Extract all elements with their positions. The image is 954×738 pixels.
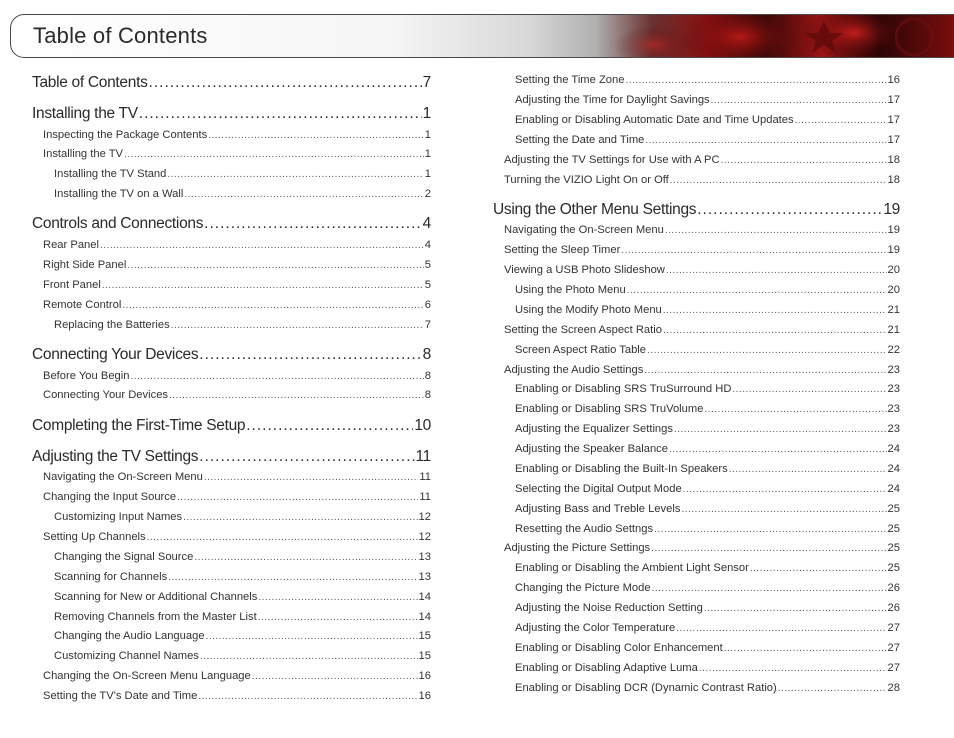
toc-page-number: 23 — [887, 364, 900, 376]
toc-entry-title: Adjusting the TV Settings for Use with A PC — [504, 154, 720, 166]
toc-page-number: 2 — [424, 188, 431, 200]
toc-entry-title: Adjusting Bass and Treble Levels — [515, 503, 681, 515]
toc-page-number: 19 — [887, 244, 900, 256]
dot-leader — [204, 215, 422, 233]
toc-entry-title: Scanning for Channels — [54, 571, 168, 583]
dot-leader — [621, 245, 886, 256]
dot-leader — [147, 532, 418, 543]
decorative-banner-image — [534, 15, 954, 58]
dot-leader — [645, 135, 886, 146]
toc-subsection-entry[interactable] — [493, 463, 900, 479]
toc-page-number: 4 — [424, 239, 431, 251]
dot-leader — [724, 643, 887, 654]
dot-leader — [663, 305, 887, 316]
toc-subsection-entry[interactable] — [493, 244, 900, 260]
toc-entry-title: Scanning for New or Additional Channels — [54, 591, 258, 603]
dot-leader — [177, 492, 418, 503]
toc-page-number: 28 — [887, 682, 900, 694]
toc-entry-title: Navigating the On-Screen Menu — [504, 224, 664, 236]
toc-page-number: 12 — [418, 511, 431, 523]
toc-page-number: 26 — [887, 602, 900, 614]
dot-leader — [204, 472, 419, 483]
toc-subsection-entry[interactable] — [32, 551, 431, 567]
toc-page-number: 23 — [887, 403, 900, 415]
toc-entry-title: Changing the Signal Source — [54, 551, 194, 563]
toc-entry-title: Adjusting the Speaker Balance — [515, 443, 668, 455]
toc-page-number: 18 — [887, 174, 900, 186]
dot-leader — [647, 345, 887, 356]
toc-subsection-entry[interactable] — [493, 642, 900, 658]
dot-leader — [683, 484, 887, 495]
toc-entry-title: Adjusting the Noise Reduction Setting — [515, 602, 703, 614]
dot-leader — [676, 623, 886, 634]
toc-entry-title: Installing the TV Stand — [54, 168, 167, 180]
dot-leader — [127, 260, 423, 271]
toc-page-number: 27 — [887, 622, 900, 634]
toc-page-number: 15 — [418, 650, 431, 662]
toc-page-number: 24 — [887, 483, 900, 495]
toc-entry-title: Right Side Panel — [43, 259, 127, 271]
toc-page-number: 26 — [887, 582, 900, 594]
toc-subsection-entry[interactable] — [493, 114, 900, 130]
dot-leader — [795, 115, 887, 126]
dot-leader — [252, 671, 418, 682]
toc-subsection-entry[interactable] — [493, 74, 900, 90]
dot-leader — [208, 130, 424, 141]
toc-page-number: 11 — [415, 448, 431, 465]
dot-leader — [122, 300, 423, 311]
toc-entry-title: Setting Up Channels — [43, 531, 146, 543]
toc-subsection-entry[interactable] — [493, 682, 900, 698]
toc-page-number: 8 — [424, 370, 431, 382]
toc-entry-title: Replacing the Batteries — [54, 319, 170, 331]
toc-subsection-entry[interactable] — [32, 611, 431, 627]
toc-page-number: 25 — [887, 562, 900, 574]
toc-page-number: 11 — [419, 471, 431, 483]
toc-entry-title: Using the Other Menu Settings — [493, 201, 697, 218]
toc-entry-title: Controls and Connections — [32, 215, 204, 232]
toc-page-number: 6 — [424, 299, 431, 311]
dot-leader — [139, 105, 422, 123]
toc-section-entry[interactable] — [493, 201, 900, 223]
toc-page-number: 23 — [887, 423, 900, 435]
toc-subsection-entry[interactable] — [493, 622, 900, 638]
toc-subsection-entry[interactable] — [32, 591, 431, 607]
toc-page-number: 12 — [418, 531, 431, 543]
toc-subsection-entry[interactable] — [32, 670, 431, 686]
dot-leader — [183, 512, 417, 523]
toc-page-number: 8 — [424, 389, 431, 401]
toc-subsection-entry[interactable] — [493, 503, 900, 519]
toc-subsection-entry[interactable] — [493, 304, 900, 320]
toc-subsection-entry[interactable] — [32, 650, 431, 666]
toc-page-number: 14 — [418, 591, 431, 603]
toc-section-entry[interactable] — [32, 417, 431, 439]
dot-leader — [721, 155, 887, 166]
toc-entry-title: Customizing Channel Names — [54, 650, 199, 662]
toc-section-entry[interactable] — [32, 346, 431, 368]
dot-leader — [674, 424, 887, 435]
toc-entry-title: Front Panel — [43, 279, 101, 291]
toc-subsection-entry[interactable] — [493, 324, 900, 340]
page-title: Table of Contents — [33, 23, 208, 48]
toc-entry-title: Enabling or Disabling Automatic Date and Time Updates — [515, 114, 794, 126]
toc-page-number: 25 — [887, 523, 900, 535]
toc-page-number: 27 — [887, 662, 900, 674]
toc-entry-title: Remote Control — [43, 299, 122, 311]
dot-leader — [102, 280, 424, 291]
toc-section-entry[interactable] — [32, 74, 431, 96]
toc-entry-title: Adjusting the Color Temperature — [515, 622, 676, 634]
toc-subsection-entry[interactable] — [493, 383, 900, 399]
toc-subsection-entry[interactable] — [493, 264, 900, 280]
dot-leader — [704, 404, 886, 415]
toc-page-number: 14 — [418, 611, 431, 623]
toc-subsection-entry[interactable] — [493, 154, 900, 170]
toc-entry-title: Changing the Input Source — [43, 491, 177, 503]
toc-entry-title: Enabling or Disabling SRS TruSurround HD — [515, 383, 732, 395]
toc-entry-title: Setting the Date and Time — [515, 134, 645, 146]
toc-page-number: 17 — [887, 114, 900, 126]
dot-leader — [171, 320, 424, 331]
toc-entry-title: Installing the TV — [43, 148, 124, 160]
toc-subsection-entry[interactable] — [493, 562, 900, 578]
toc-entry-title: Changing the On-Screen Menu Language — [43, 670, 251, 682]
toc-page-number: 5 — [424, 279, 431, 291]
dot-leader — [124, 149, 424, 160]
dot-leader — [258, 592, 417, 603]
toc-subsection-entry[interactable] — [32, 531, 431, 547]
dot-leader — [778, 683, 887, 694]
toc-subsection-entry[interactable] — [493, 582, 900, 598]
toc-subsection-entry[interactable] — [493, 284, 900, 300]
toc-page-number: 1 — [422, 105, 431, 122]
toc-section-entry[interactable] — [32, 448, 431, 470]
toc-entry-title: Turning the VIZIO Light On or Off — [504, 174, 669, 186]
dot-leader — [654, 524, 886, 535]
dot-leader — [665, 225, 887, 236]
toc-subsection-entry[interactable] — [493, 174, 900, 190]
dot-leader — [198, 691, 417, 702]
toc-subsection-entry[interactable] — [493, 602, 900, 618]
toc-subsection-entry[interactable] — [32, 389, 431, 405]
toc-entry-title: Changing the Audio Language — [54, 630, 205, 642]
toc-subsection-entry[interactable] — [493, 662, 900, 678]
dot-leader — [149, 74, 422, 92]
toc-section-entry[interactable] — [32, 215, 431, 237]
toc-page-number: 25 — [887, 542, 900, 554]
toc-entry-title: Before You Begin — [43, 370, 130, 382]
toc-subsection-entry[interactable] — [493, 443, 900, 459]
toc-page-number: 13 — [418, 551, 431, 563]
toc-subsection-entry[interactable] — [32, 188, 431, 204]
toc-subsection-entry[interactable] — [32, 259, 431, 275]
toc-subsection-entry[interactable] — [32, 239, 431, 255]
toc-subsection-entry[interactable] — [32, 471, 431, 487]
toc-page-number: 7 — [424, 319, 431, 331]
toc-page-number: 25 — [887, 503, 900, 515]
toc-entry-title: Connecting Your Devices — [43, 389, 169, 401]
toc-page-number: 19 — [887, 224, 900, 236]
dot-leader — [627, 285, 887, 296]
toc-entry-title: Installing the TV — [32, 105, 138, 122]
toc-entry-title: Selecting the Digital Output Mode — [515, 483, 682, 495]
dot-leader — [651, 543, 886, 554]
toc-entry-title: Completing the First-Time Setup — [32, 417, 246, 434]
toc-entry-title: Table of Contents — [32, 74, 148, 91]
toc-subsection-entry[interactable] — [32, 299, 431, 315]
dot-leader — [167, 169, 423, 180]
toc-subsection-entry[interactable] — [32, 319, 431, 335]
dot-leader — [652, 583, 887, 594]
dot-leader — [729, 464, 887, 475]
dot-leader — [669, 444, 887, 455]
toc-page-number: 16 — [418, 690, 431, 702]
toc-page-number: 24 — [887, 463, 900, 475]
toc-page-number: 8 — [422, 346, 431, 363]
toc-entry-title: Using the Modify Photo Menu — [515, 304, 662, 316]
dot-leader — [206, 631, 418, 642]
toc-entry-title: Enabling or Disabling DCR (Dynamic Contrast Ratio) — [515, 682, 777, 694]
dot-leader — [750, 563, 887, 574]
dot-leader — [732, 384, 886, 395]
toc-subsection-entry[interactable] — [493, 403, 900, 419]
toc-entry-title: Connecting Your Devices — [32, 346, 199, 363]
toc-subsection-entry[interactable] — [493, 483, 900, 499]
toc-page-number: 22 — [887, 344, 900, 356]
toc-entry-title: Adjusting the Picture Settings — [504, 542, 651, 554]
toc-subsection-entry[interactable] — [32, 279, 431, 295]
toc-subsection-entry[interactable] — [493, 134, 900, 150]
dot-leader — [644, 365, 886, 376]
dot-leader — [194, 552, 417, 563]
dot-leader — [200, 651, 418, 662]
toc-page-number: 20 — [887, 284, 900, 296]
toc-entry-title: Adjusting the Equalizer Settings — [515, 423, 673, 435]
toc-subsection-entry[interactable] — [32, 148, 431, 164]
toc-subsection-entry[interactable] — [32, 630, 431, 646]
toc-entry-title: Resetting the Audio Settngs — [515, 523, 654, 535]
toc-entry-title: Screen Aspect Ratio Table — [515, 344, 647, 356]
dot-leader — [699, 663, 887, 674]
toc-page-number: 27 — [887, 642, 900, 654]
toc-subsection-entry[interactable] — [32, 129, 431, 145]
dot-leader — [258, 612, 418, 623]
dot-leader — [168, 572, 417, 583]
toc-entry-title: Changing the Picture Mode — [515, 582, 651, 594]
toc-entry-title: Setting the Time Zone — [515, 74, 625, 86]
toc-page-number: 4 — [422, 215, 431, 232]
toc-page-number: 20 — [887, 264, 900, 276]
toc-page-number: 15 — [418, 630, 431, 642]
toc-page-number: 1 — [424, 148, 431, 160]
toc-page-number: 7 — [422, 74, 431, 91]
toc-subsection-entry[interactable] — [32, 168, 431, 184]
toc-entry-title: Enabling or Disabling Color Enhancement — [515, 642, 723, 654]
toc-entry-title: Rear Panel — [43, 239, 99, 251]
toc-entry-title: Adjusting the TV Settings — [32, 448, 199, 465]
toc-entry-title: Adjusting the Time for Daylight Savings — [515, 94, 710, 106]
dot-leader — [663, 325, 887, 336]
dot-leader — [100, 240, 424, 251]
dot-leader — [681, 504, 886, 515]
toc-subsection-entry[interactable] — [32, 511, 431, 527]
toc-page-number: 17 — [887, 94, 900, 106]
toc-subsection-entry[interactable] — [493, 542, 900, 558]
toc-subsection-entry[interactable] — [493, 94, 900, 110]
dot-leader — [670, 175, 887, 186]
toc-subsection-entry[interactable] — [32, 370, 431, 386]
dot-leader — [184, 189, 423, 200]
toc-entry-title: Setting the Screen Aspect Ratio — [504, 324, 662, 336]
toc-page-number: 18 — [887, 154, 900, 166]
dot-leader — [697, 201, 882, 219]
toc-page-number: 21 — [887, 304, 900, 316]
toc-entry-title: Navigating the On-Screen Menu — [43, 471, 203, 483]
toc-page-number: 1 — [424, 129, 431, 141]
toc-subsection-entry[interactable] — [493, 364, 900, 380]
page-header — [10, 14, 954, 58]
toc-entry-title: Setting the TV's Date and Time — [43, 690, 198, 702]
dot-leader — [711, 95, 887, 106]
toc-page-number: 16 — [418, 670, 431, 682]
toc-page-number: 23 — [887, 383, 900, 395]
toc-page-number: 5 — [424, 259, 431, 271]
toc-page-number: 10 — [414, 417, 431, 434]
toc-subsection-entry[interactable] — [32, 491, 431, 507]
toc-subsection-entry[interactable] — [493, 344, 900, 360]
toc-entry-title: Installing the TV on a Wall — [54, 188, 184, 200]
toc-entry-title: Enabling or Disabling SRS TruVolume — [515, 403, 704, 415]
toc-entry-title: Using the Photo Menu — [515, 284, 626, 296]
toc-entry-title: Enabling or Disabling Adaptive Luma — [515, 662, 698, 674]
toc-entry-title: Customizing Input Names — [54, 511, 183, 523]
dot-leader — [169, 390, 424, 401]
dot-leader — [625, 75, 886, 86]
toc-subsection-entry[interactable] — [32, 571, 431, 587]
toc-entry-title: Enabling or Disabling the Built-In Speakers — [515, 463, 728, 475]
dot-leader — [199, 448, 414, 466]
dot-leader — [130, 371, 423, 382]
toc-page-number: 16 — [887, 74, 900, 86]
toc-subsection-entry[interactable] — [493, 523, 900, 539]
toc-entry-title: Setting the Sleep Timer — [504, 244, 621, 256]
toc-section-entry[interactable] — [32, 105, 431, 127]
toc-subsection-entry[interactable] — [32, 690, 431, 706]
toc-page-number: 13 — [418, 571, 431, 583]
toc-subsection-entry[interactable] — [493, 423, 900, 439]
toc-page-number: 17 — [887, 134, 900, 146]
toc-entry-title: Viewing a USB Photo Slideshow — [504, 264, 665, 276]
dot-leader — [246, 417, 413, 435]
toc-entry-title: Adjusting the Audio Settings — [504, 364, 644, 376]
dot-leader — [666, 265, 887, 276]
toc-subsection-entry[interactable] — [493, 224, 900, 240]
toc-page-number: 11 — [419, 491, 431, 503]
toc-page-number: 19 — [883, 201, 900, 218]
dot-leader — [704, 603, 887, 614]
toc-page-number: 21 — [887, 324, 900, 336]
toc-entry-title: Inspecting the Package Contents — [43, 129, 208, 141]
toc-entry-title: Enabling or Disabling the Ambient Light Sensor — [515, 562, 749, 574]
dot-leader — [199, 346, 421, 364]
toc-page-number: 24 — [887, 443, 900, 455]
toc-page-number: 1 — [424, 168, 431, 180]
toc-entry-title: Removing Channels from the Master List — [54, 611, 257, 623]
